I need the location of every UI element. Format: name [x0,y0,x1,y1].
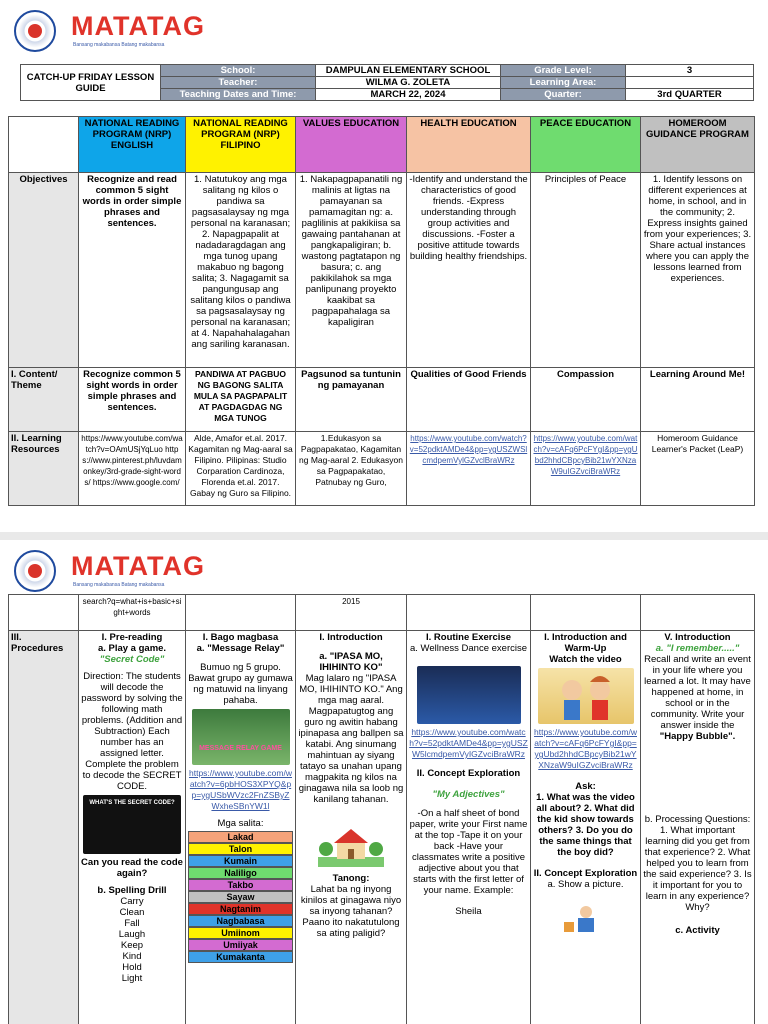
content-health: Qualities of Good Friends [407,368,531,432]
cont-health [407,595,531,631]
obj-health: -Identify and understand the characteristics of good friends. -Express understanding through group activities and discussions. -Foster a positive attitude towards building healthy friendships. [407,173,531,368]
quarter-label: Quarter: [501,89,626,101]
fil-word: Sayaw [188,891,293,903]
col-header-peace: PEACE EDUCATION [531,117,641,173]
lesson-table-cont [8,594,755,1024]
pc-h4: a. Show a picture. [547,879,624,890]
message-relay-image: MESSAGE RELAY GAME [192,709,290,765]
cont-english: search?q=what+is+basic+sight+words [79,595,186,631]
hlt-link[interactable]: https://www.youtube.com/watch?v=52pdktAMDe4&pp=ygUSZW5lcmdpemVyIGZvciBraWRz [409,727,528,759]
col-header-english: NATIONAL READING PROGRAM (NRP) ENGLISH [79,117,186,173]
proc-health [407,631,531,1024]
fil-word: Nagtanim [188,903,293,915]
content-peace: Compassion [531,368,641,432]
lesson-table [8,116,755,506]
peace-video-image [538,668,634,724]
eng-word-7: Light [121,973,143,984]
hlt-h1: I. Routine Exercise [425,632,511,643]
grade-label: Grade Level: [501,65,626,77]
row-label-resources: II. Learning Resources [9,432,79,506]
obj-english: Recognize and read common 5 sight words in order simple phrases and sentences. [79,173,186,368]
cont-values: 2015 [296,595,407,631]
hlt-adj: "My Adjectives" [432,789,505,800]
val-tanong: Tanong: [332,873,370,884]
pc-h2: Watch the video [549,654,622,665]
row-label-objectives: Objectives [9,173,79,368]
header-logo-2 [14,550,314,592]
val-h1: I. Introduction [319,632,383,643]
tagline: Bansang makabansa Batang makabansa [73,582,165,588]
cont-homeroom [641,595,755,631]
eng-question: Can you read the code again? [81,857,183,879]
obj-values: 1. Nakapagpapanatili ng malinis at ligtas na pamayanan sa pamamagitan ng: a. paglilinis at pakikiisa sa gawaing pantahanan at pangkapaligiran; b. wastong pagtatapon ng basura; c. ang pakikilahok sa mga panlipunang proyekto kaakibat sa pagpapahalaga sa kapaligiran [296,173,407,368]
fil-link[interactable]: https://www.youtube.com/watch?v=6pbHOS3XPYQ&pp=ygUSbWVzc2FnZSByZWxheSBnYW1l [189,768,292,811]
house-image [318,823,384,867]
val-question: Lahat ba ng inyong kinilos at ginagawa niyo sa inyong tahanan? Paano ito nakatutulong sa ating paligid? [300,884,402,939]
proc-values [296,631,407,1024]
eng-word-5: Kind [122,951,142,962]
val-h2: a. "IPASA MO, IHIHINTO KO" [319,651,383,673]
res-filipino: Alde, Amafor et.al. 2017. Kagamitan ng Mag-aaral sa Filipino. Pilipinas: Studio Corparation Cardinoza, Florenda et.al. 2017. Gabay ng Guro sa Filipino. [186,432,296,506]
fil-word-list [188,831,293,963]
eng-word-3: Laugh [118,929,146,940]
pc-questions: 1. What was the video all about? 2. What did the kid show towards others? 3. Do you do the same things that the boy did? [536,792,635,858]
grade-value: 3 [626,65,754,77]
teacher-label: Teacher: [161,77,316,89]
tagline: Bansang makabansa Batang makabansa [73,42,165,48]
val-text: Mag lalaro ng "IPASA MO, IHIHINTO KO." Ang mga mag aaral. Magpapatugtog ang guro ng awitin habang ipinapasa ang ballpen sa katabi. Ang sinumang mahintuan ay siyang tatayo sa unahan upang magpakita ng kilos na ginagawa nila sa loob ng kanilang tahanan. [298,673,404,805]
fil-word: Talon [188,843,293,855]
logo-text: MATATAG [71,11,205,41]
fil-word: Nagbabasa [188,915,293,927]
obj-homeroom: 1. Identify lessons on different experiences at home, in school, and in the community; 2. Express insights gained from your experiences; 3. Share actual instances where you can apply the lessons learned from experiences. [641,173,755,368]
fil-h1: I. Bago magbasa [202,632,279,643]
deped-seal-icon [14,550,56,592]
hlt-text: -On a half sheet of bond paper, write your First name at the top -Tape it on your back -Have your classmates write a positive adjective about you that starts with the first letter of your name. Example: [409,808,528,896]
eng-word-1: Clean [119,907,145,918]
area-value [626,77,754,89]
fil-word: Kumakanta [188,951,293,963]
dates-label: Teaching Dates and Time: [161,89,316,101]
area-label: Learning Area: [501,77,626,89]
fil-word: Takbo [188,879,293,891]
res-english: https://www.youtube.com/watch?v=OAmUSjYqLuo https://www.pinterest.ph/luvdamonkey/3rd-grade-sight-words/ https://www.google.com/ [79,432,186,506]
header-logo [14,10,314,52]
hr-bubble: "Happy Bubble". [659,731,736,742]
fil-word: Lakad [188,831,293,843]
content-homeroom: Learning Around Me! [641,368,755,432]
row-label-procedures: III. Procedures [9,631,79,1024]
res-health-link[interactable]: https://www.youtube.com/watch?v=52pdktAMDe4&pp=ygUSZWSlcmdpemVylGZvclBraWRz [407,432,531,506]
hr-h2-wrap [643,643,752,654]
peace-picture [556,904,616,932]
fil-word: Umiinom [188,927,293,939]
col-header-health: HEALTH EDUCATION [407,117,531,173]
pc-ask: Ask: [575,781,596,792]
logo-text: MATATAG [71,551,205,581]
hr-pq: b. Processing Questions: [644,814,751,825]
pc-link[interactable]: https://www.youtube.com/watch?v=cAFq6PcFYgI&pp=ygUbd2hhdCBpcyBib21wYXNzaW9uIGZvciBraWRz [534,727,637,770]
school-value: DAMPULAN ELEMENTARY SCHOOL [316,65,501,77]
col-header-filipino: NATIONAL READING PROGRAM (NRP) FILIPINO [186,117,296,173]
deped-seal-icon [14,10,56,52]
obj-peace: Principles of Peace [531,173,641,368]
pc-h3: II. Concept Exploration [533,868,638,879]
fil-words-label: Mga salita: [217,818,264,829]
secret-code-image: WHAT'S THE SECRET CODE? [83,795,181,854]
dates-value: MARCH 22, 2024 [316,89,501,101]
content-values: Pagsunod sa tuntunin ng pamayanan [296,368,407,432]
hr-text: Recall and write an event in your life where you learned a lot. It may have happened at home, in school or in the community. Write your answer inside the [644,654,751,731]
hlt-example: Sheila [455,906,482,917]
obj-filipino: 1. Natutukoy ang mga salitang ng kilos o pandiwa sa pagsasalaysay ng mga personal na karanasan; 2. Napagpapalit at nadadaragdagan ang mga tunog upang makabuo ng bagong salita; 3. Nagagamit sa pangungusap ang salitang kilos o pandiwa sa pagsasalaysay ng personal na karanasan; at 4. Napahahalagahan ang sariling karanasan. [186,173,296,368]
hlt-h2: a. Wellness Dance exercise [409,643,528,654]
col-header-homeroom: HOMEROOM GUIDANCE PROGRAM [641,117,755,173]
teacher-value: WILMA G. ZOLETA [316,77,501,89]
res-peace-link[interactable]: https://www.youtube.com/watch?v=cAFq6PcFYgI&pp=ygUbd2hhdCBpcyBib21wYXNzaW9uIGZvciBraWRz [531,432,641,506]
eng-drill: b. Spelling Drill [97,885,167,896]
eng-h1: I. Pre-reading [101,632,163,643]
cont-filipino [186,595,296,631]
content-english: Recognize common 5 sight words in order simple phrases and sentences. [79,368,186,432]
content-filipino: PANDIWA AT PAGBUO NG BAGONG SALITA MULA SA PAGPAPALIT AT PAGDAGDAG NG MGA TUNOG [186,368,296,432]
fil-h2: a. "Message Relay" [196,643,285,654]
eng-direction: Direction: The students will decode the password by solving the following math problems. (Addition and Subtraction) Each number has an assigned letter. Complete the problem to decode the SECRET CODE. [81,671,183,792]
dance-video-image [417,666,521,724]
eng-word-0: Carry [120,896,144,907]
eng-h2: a. Play a game. [97,643,167,654]
hr-h2: a. "I remember....." [655,643,740,654]
row-label-content: I. Content/ Theme [9,368,79,432]
fil-word: Umiiyak [188,939,293,951]
eng-word-2: Fall [124,918,140,929]
res-values: 1.Edukasyon sa Pagpapakatao, Kagamitan ng Mag-aaral 2. Edukasyon sa Pagpapakatao, Patnubay ng Guro, [296,432,407,506]
hr-activity: c. Activity [675,925,720,936]
proc-filipino [186,631,296,1024]
eng-word-6: Hold [122,962,142,973]
res-homeroom: Homeroom Guidance Learner's Packet (LeaP) [641,432,755,506]
page-2 [0,540,768,1024]
info-table [20,64,754,101]
pc-h1: I. Introduction and Warm-Up [544,632,627,654]
hlt-h3: II. Concept Exploration [416,768,521,779]
eng-game: "Secret Code" [99,654,165,665]
col-header-values: VALUES EDUCATION [296,117,407,173]
cont-peace [531,595,641,631]
quarter-value: 3rd QUARTER [626,89,754,101]
fil-text: Bumuo ng 5 grupo. Bawat grupo ay gumawa ng matuwid na linyang pahaba. [188,662,293,706]
school-label: School: [161,65,316,77]
cont-label-cell [9,595,79,631]
eng-word-4: Keep [120,940,144,951]
fil-word: Naliligo [188,867,293,879]
guide-title: CATCH-UP FRIDAY LESSON GUIDE [21,65,161,101]
proc-english [79,631,186,1024]
proc-peace [531,631,641,1024]
fil-word: Kumain [188,855,293,867]
corner-cell [9,117,79,173]
proc-homeroom [641,631,755,1024]
hr-h1: V. Introduction [664,632,731,643]
hr-questions: 1. What important learning did you get from that experience? 2. What helped you to learn from the said experience? 3. Is it important for you to learn in any experience? Why? [643,825,752,913]
